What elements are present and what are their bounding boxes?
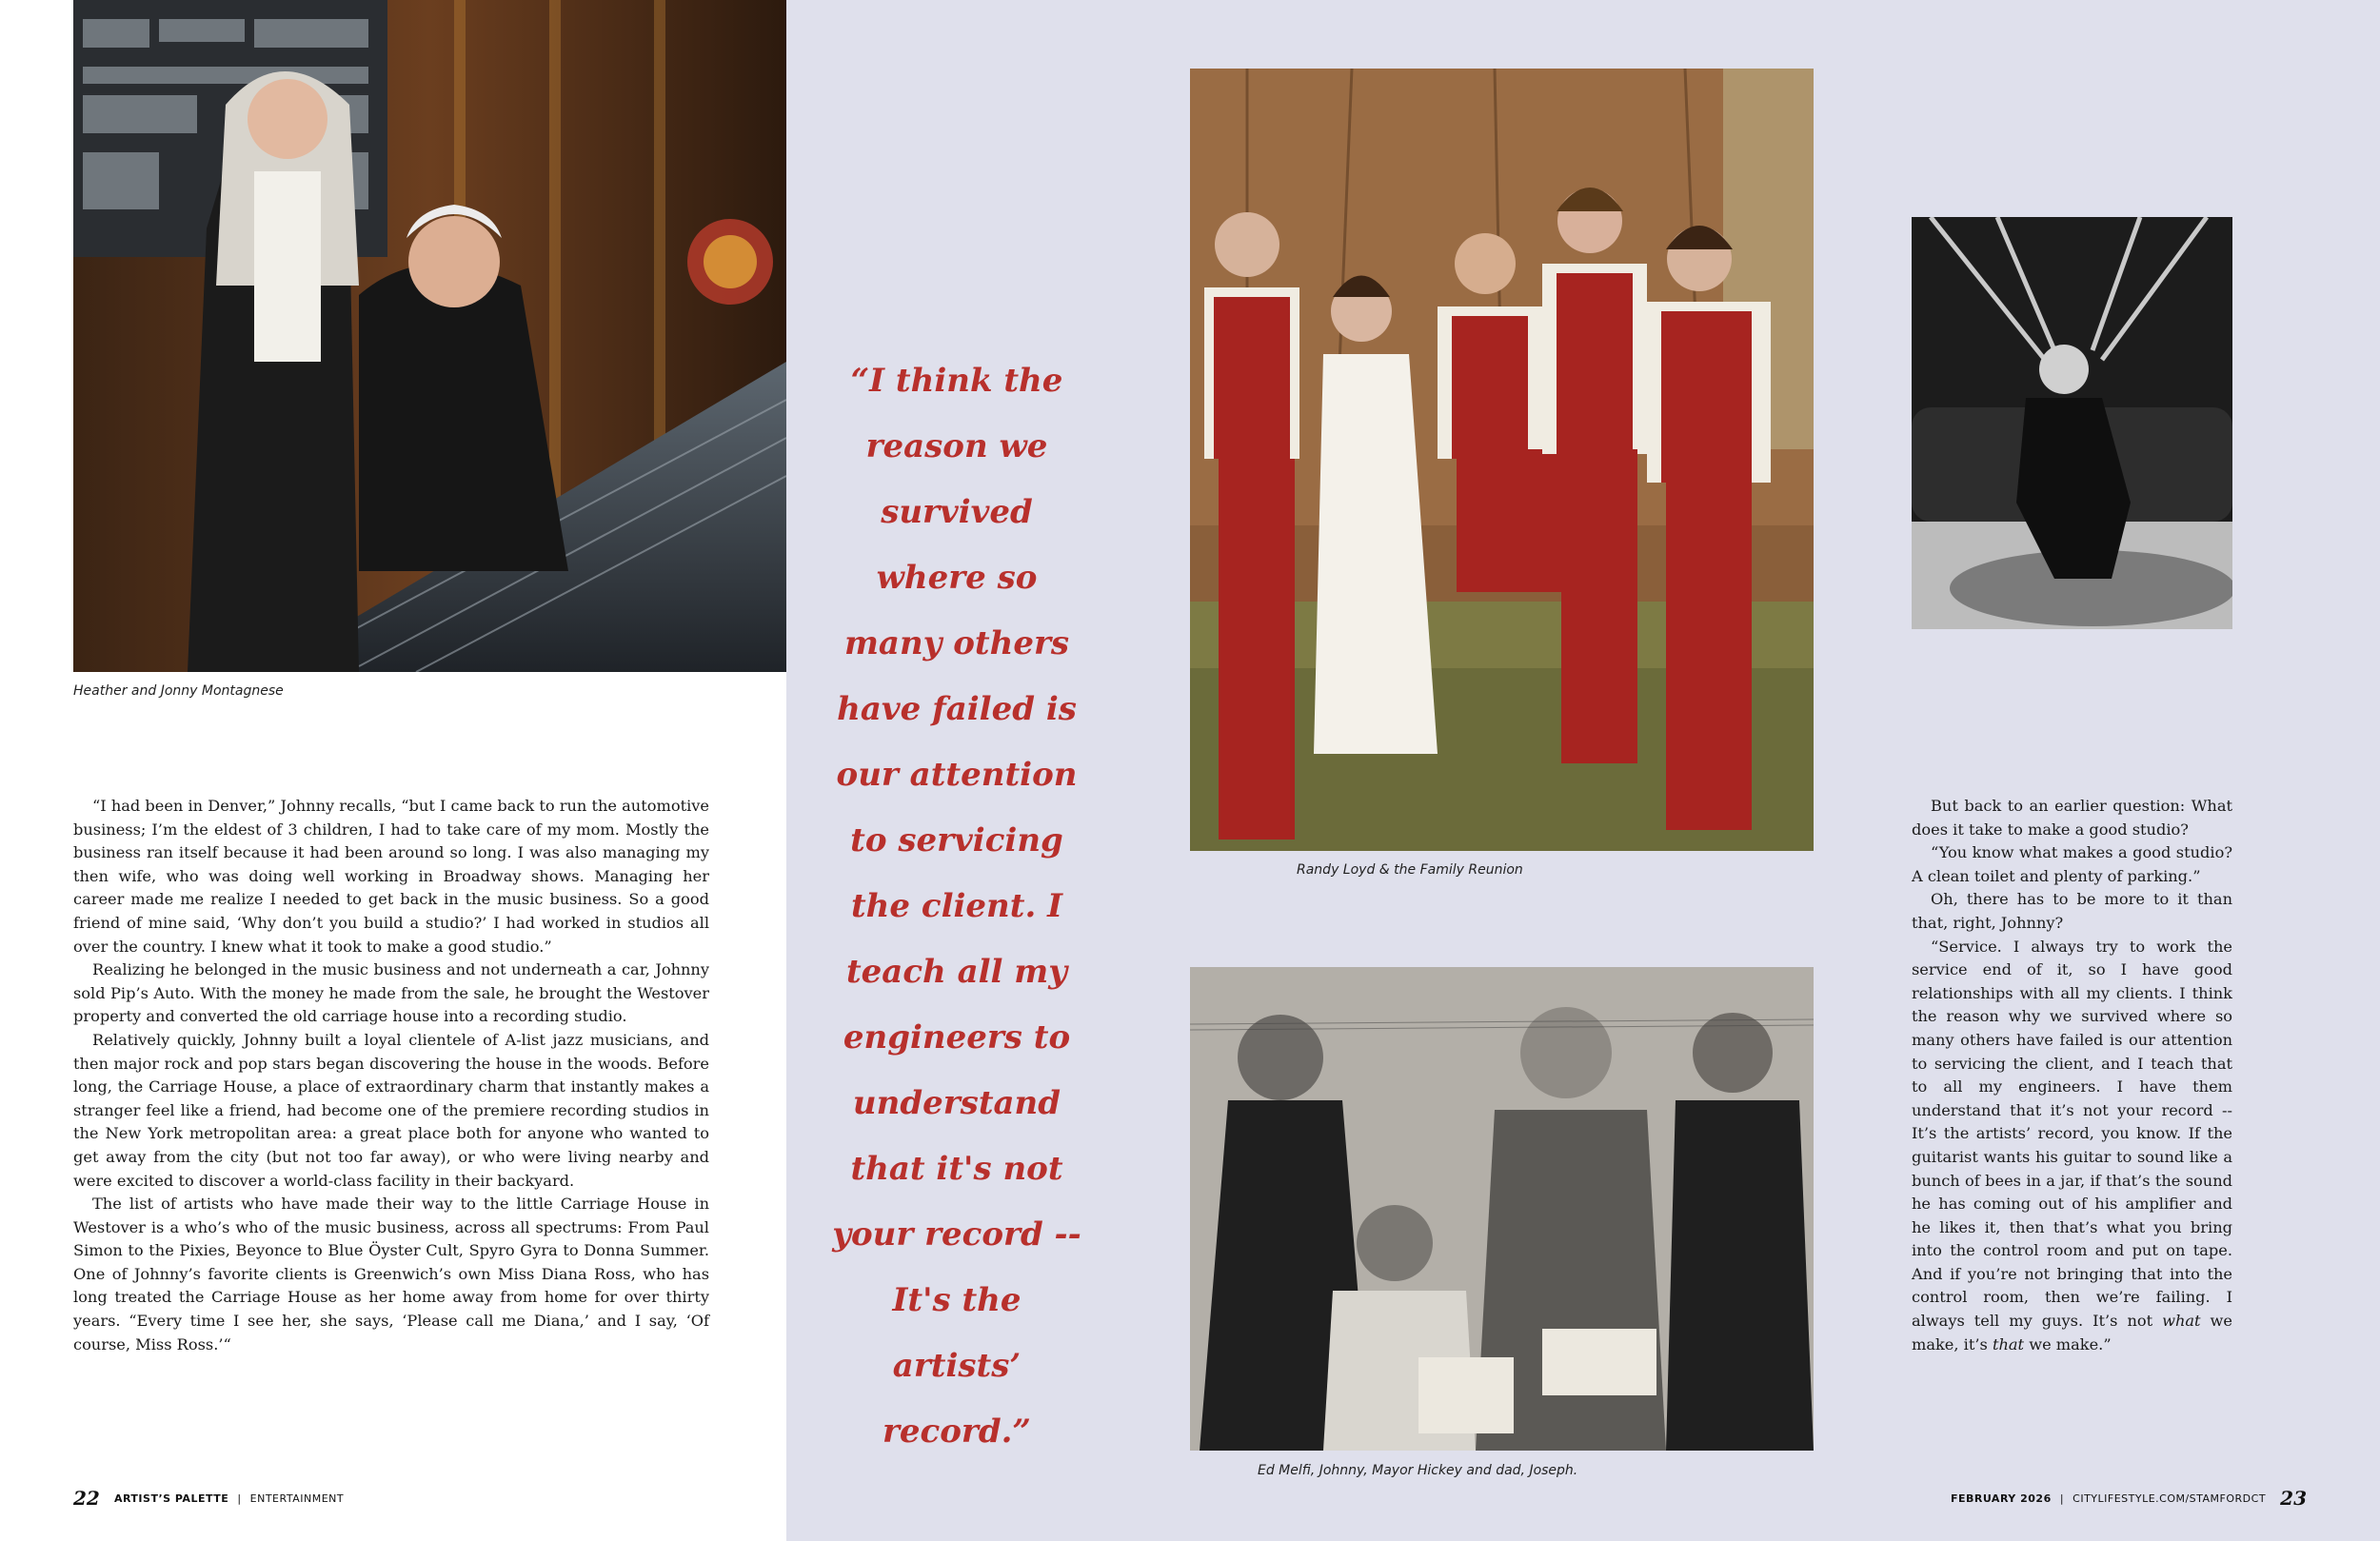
left-article-text [73, 795, 709, 1356]
section-name: ENTERTAINMENT [249, 1492, 345, 1505]
right-folio [1951, 1487, 2307, 1510]
page-number: 22 [73, 1487, 100, 1510]
newspaper-photo-caption: Ed Melfi, Johnny, Mayor Hickey and dad, Joseph. [1258, 1463, 1578, 1478]
emphasis-that: that [1992, 1334, 2025, 1353]
bw-portrait-photo [1912, 217, 2232, 629]
emphasis-what: what [2162, 1312, 2201, 1331]
left-folio [73, 1487, 344, 1510]
left-paragraph: The list of artists who have made their way to the little Carriage House in Westover is a who’s who of the music business, across all spectrums: From Paul Simon to the Pixies, Beyonce to Blue Öyster Cult, Spyro Gyra to Donna Summer. One of Johnny’s favorite clients is Greenwich’s own Miss Diana Ross, who has long treated the Carriage House as her home away from home for over thirty years. “Every time I see her, she says, ‘Please call me Diana,’ and I say, ‘Of course, Miss Ross.’“ [73, 1195, 709, 1353]
issue-date: FEBRUARY 2026 [1950, 1492, 2052, 1505]
left-paragraph: “I had been in Denver,” Johnny recalls, “but I came back to run the automotive business; I’m the eldest of 3 children, I had to take care of my mom. Mostly the business ran itself because it had been around so long. I was also managing my then wife, who was doing well working in Broadway shows. Managing her career made me realize I needed to get back in the music business. So a good friend of mine said, ‘Why don’t you build a studio?’ I had worked in studios all over the country. I knew what it took to make a good studio.” [73, 797, 709, 956]
newspaper-clipping-photo-icon [1190, 967, 1814, 1451]
page-number: 23 [2280, 1487, 2307, 1510]
right-article-text [1912, 795, 2232, 1356]
portrait-photo-icon [73, 0, 786, 672]
right-paragraph: “You know what makes a good studio? A clean toilet and plenty of parking.” [1912, 843, 2232, 885]
right-paragraph [1912, 936, 2232, 1357]
website-url: CITYLIFESTYLE.COM/STAMFORDCT [2073, 1492, 2267, 1505]
black-white-portrait-photo-icon [1912, 217, 2232, 629]
band-group-photo-icon [1190, 69, 1814, 851]
studio-portrait-photo [73, 0, 786, 672]
newspaper-photo [1190, 967, 1814, 1451]
right-paragraph: Oh, there has to be more to it than that, right, Johnny? [1912, 890, 2232, 932]
pull-quote: “I think the reason we survived where so many others have failed is our attention to servicing the client. I teach all my engineers to understand that it's not your record -- It's the artists’ record.” [832, 362, 1081, 1451]
magazine-name: ARTIST’S PALETTE [113, 1492, 229, 1505]
band-photo [1190, 69, 1814, 851]
left-paragraph: Relatively quickly, Johnny built a loyal clientele of A-list jazz musicians, and then major rock and pop stars began discovering the house in the woods. Before long, the Carriage House, a place of extraordinary charm that instantly makes a stranger feel like a friend, had become one of the premiere recording studios in the New York metropolitan area: a great place both for anyone who wanted to get away from the city (but not too far away), or who were living nearby and were excited to discover a world-class facility in their backyard. [73, 1030, 709, 1190]
paragraph-text: “Service. I always try to work the service end of it, so I have good relationships with all my clients. I think the reason why we survived where so many others have failed is our attention to servicing the client, and I teach that to all my engineers. I have them understand that it’s not your record -- It’s the artists’ record, you know. If the guitarist wants his guitar to sound like a bunch of bees in a jar, if that’s the sound he has coming out of his amplifier and he likes it, then that’s what you bring into the control room and put on tape. And if you’re not bringing that into the control room, then we’re failing. I always tell my guys. It’s not [1912, 937, 2232, 1331]
band-photo-caption: Randy Loyd & the Family Reunion [1297, 862, 1523, 878]
right-paragraph: But back to an earlier question: What does it take to make a good studio? [1912, 797, 2232, 839]
paragraph-text: we make.” [2024, 1334, 2112, 1353]
folio-separator: | [2059, 1492, 2065, 1505]
left-paragraph: Realizing he belonged in the music business and not underneath a car, Johnny sold Pip’s Auto. With the money he made from the sale, he brought the Westover property and converted the old carriage house into a recording studio. [73, 960, 709, 1026]
studio-photo-caption: Heather and Jonny Montagnese [73, 683, 284, 699]
paragraph-text: we make, it’s [1912, 1312, 2232, 1353]
folio-separator: | [237, 1492, 242, 1505]
